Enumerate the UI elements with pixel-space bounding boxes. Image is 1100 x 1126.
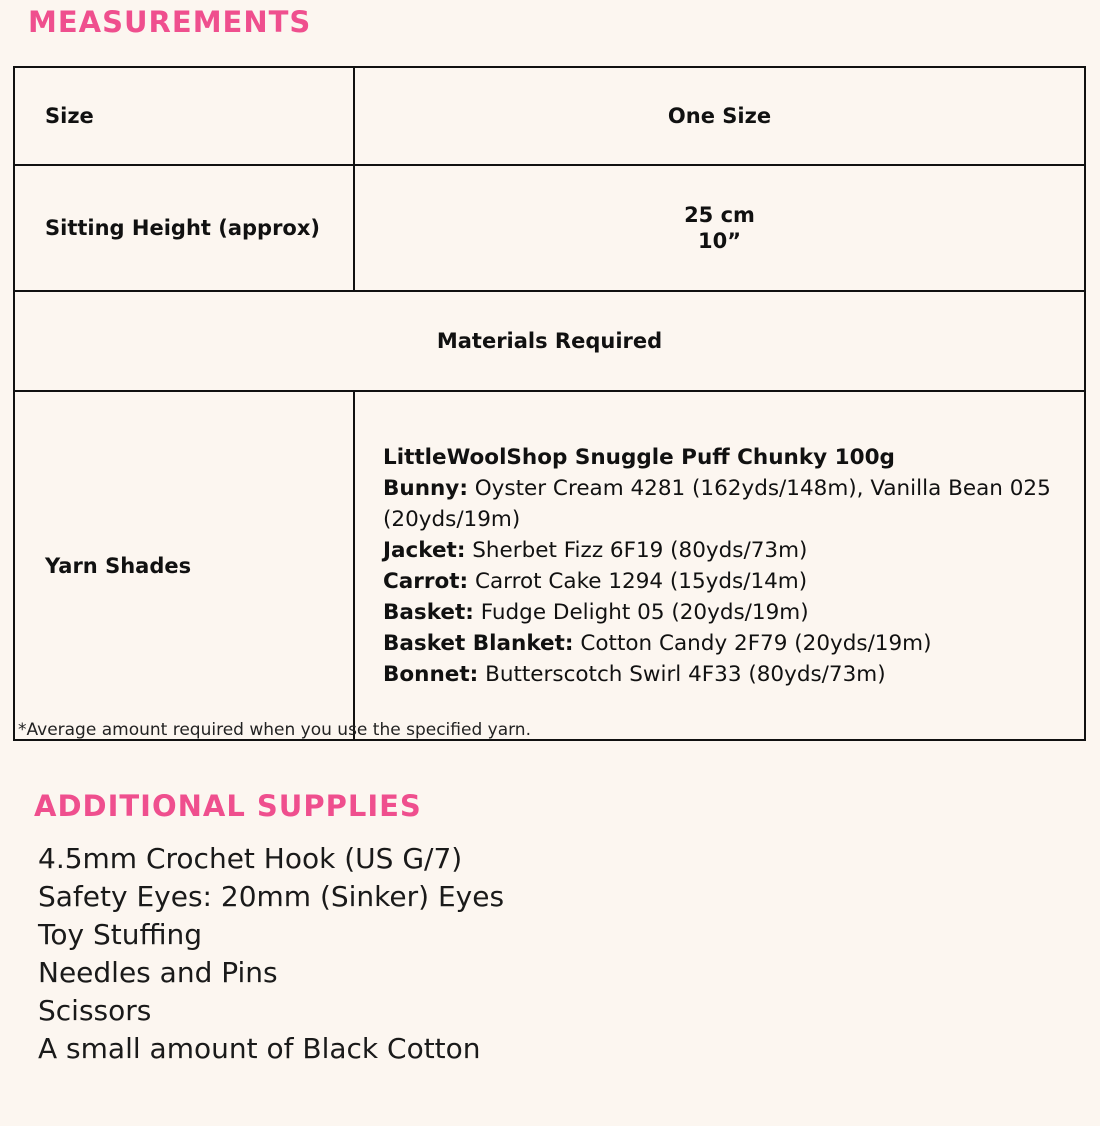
supply-item: Safety Eyes: 20mm (Sinker) Eyes [38, 880, 505, 913]
table-row-height [14, 165, 1085, 291]
supply-item: Needles and Pins [38, 956, 278, 989]
table-row-yarn [14, 391, 1085, 740]
additional-supplies-heading: ADDITIONAL SUPPLIES [34, 789, 422, 823]
yarn-desc: Cotton Candy 2F79 (20yds/19m) [573, 630, 932, 656]
height-label: Sitting Height (approx) [14, 165, 354, 291]
size-label: Size [14, 67, 354, 165]
yarn-part: Jacket: [383, 537, 466, 563]
yarn-desc: Carrot Cake 1294 (15yds/14m) [468, 568, 808, 594]
yarn-desc: Oyster Cream 4281 (162yds/148m), Vanilla Bean 025 (20yds/19m) [383, 475, 1051, 532]
yarn-item [383, 535, 1064, 566]
yarn-part: Bunny: [383, 475, 468, 501]
yarn-item [383, 473, 1064, 535]
size-value: One Size [354, 67, 1085, 165]
height-in: 10” [697, 229, 742, 253]
supply-item: Scissors [38, 994, 152, 1027]
yarn-part: Bonnet: [383, 661, 479, 687]
yarn-desc: Fudge Delight 05 (20yds/19m) [473, 599, 809, 625]
yarn-shades-list [354, 391, 1085, 740]
yarn-part: Carrot: [383, 568, 469, 594]
yarn-desc: Butterscotch Swirl 4F33 (80yds/73m) [478, 661, 886, 687]
yarn-item [383, 659, 1064, 690]
height-cm: 25 cm [684, 203, 755, 227]
yarn-item [383, 597, 1064, 628]
yarn-title: LittleWoolShop Snuggle Puff Chunky 100g [383, 444, 895, 470]
materials-label: Materials Required [14, 291, 1085, 391]
footnote: *Average amount required when you use the specified yarn. [18, 720, 531, 740]
measurements-heading: MEASUREMENTS [28, 5, 312, 39]
yarn-part: Basket: [383, 599, 474, 625]
supply-item: Toy Stuffing [38, 918, 203, 951]
yarn-item [383, 628, 1064, 659]
supply-item: A small amount of Black Cotton [38, 1032, 481, 1065]
supply-item: 4.5mm Crochet Hook (US G/7) [38, 842, 463, 875]
table-row-size [14, 67, 1085, 165]
yarn-part: Basket Blanket: [383, 630, 574, 656]
supplies-list [38, 840, 504, 1068]
yarn-shades-label: Yarn Shades [14, 391, 354, 740]
table-row-materials [14, 291, 1085, 391]
measurements-table [13, 66, 1086, 741]
height-value [354, 165, 1085, 291]
yarn-desc: Sherbet Fizz 6F19 (80yds/73m) [465, 537, 808, 563]
yarn-item [383, 566, 1064, 597]
